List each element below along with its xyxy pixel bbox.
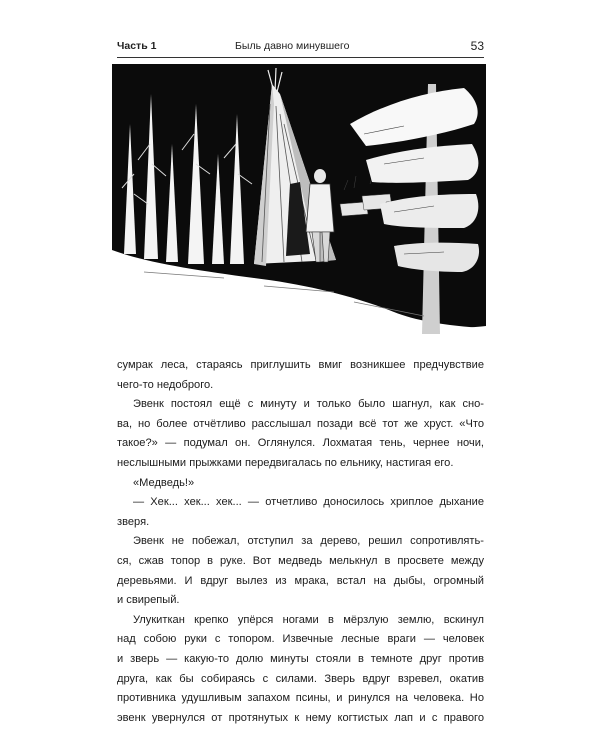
text-line: деревьями. И вдруг вылез из мрака, встал на дыбы, огромный xyxy=(117,574,484,587)
text-line: друга, как бы собираясь с силами. Зверь вдруг взревел, окатив xyxy=(117,672,484,685)
part-label: Часть 1 xyxy=(117,40,157,52)
body-text xyxy=(117,356,484,728)
text-line: Эвенк не побежал, отступил за дерево, решил сопротивлять- xyxy=(133,535,484,548)
text-line: ва, но более отчётливо расслышал позади всё тот же хруст. «Что xyxy=(117,417,484,430)
text-line: — Хек... хек... хек... — отчетливо доносилось хриплое дыхание xyxy=(133,496,484,509)
text-line: Эвенк постоял ещё с минуту и только было шагнул, как сно- xyxy=(133,398,484,411)
text-line: зверя. xyxy=(117,515,150,528)
text-line: ся, сжав топор в руке. Вот медведь мелькнул в просвете между xyxy=(117,554,484,567)
text-line: чего-то недоброго. xyxy=(117,378,214,391)
chapter-title: Быль давно минувшего xyxy=(235,40,350,52)
text-line: и зверь — какую-то долю минуты стояли в темноте друг против xyxy=(117,652,484,665)
text-line: сумрак леса, стараясь приглушить вмиг возникшее предчувствие xyxy=(117,359,484,371)
text-line: и свирепый. xyxy=(117,594,180,607)
text-line: над собою руки с топором. Извечные лесные враги — человек xyxy=(117,633,484,646)
page-number: 53 xyxy=(470,39,484,53)
illustration-drawing xyxy=(104,64,486,342)
text-line: такое?» — подумал он. Оглянулся. Лохматая тень, чернее ночи, xyxy=(117,437,484,450)
running-header xyxy=(117,37,484,55)
text-line: противника удушливым запахом псины, и ринулся на человека. Но xyxy=(117,692,484,705)
text-line: «Медведь!» xyxy=(133,476,195,489)
forest-chum-hunter-illustration xyxy=(104,64,486,342)
text-line: неслышными прыжками передвигалась по ельнику, настигая его. xyxy=(117,456,454,469)
text-line: Улукиткан крепко упёрся ногами в мёрзлую землю, вскинул xyxy=(133,613,484,626)
text-line: эвенк увернулся от протянутых к нему когтистых лап и с правого xyxy=(117,711,484,724)
header-rule xyxy=(117,57,484,58)
